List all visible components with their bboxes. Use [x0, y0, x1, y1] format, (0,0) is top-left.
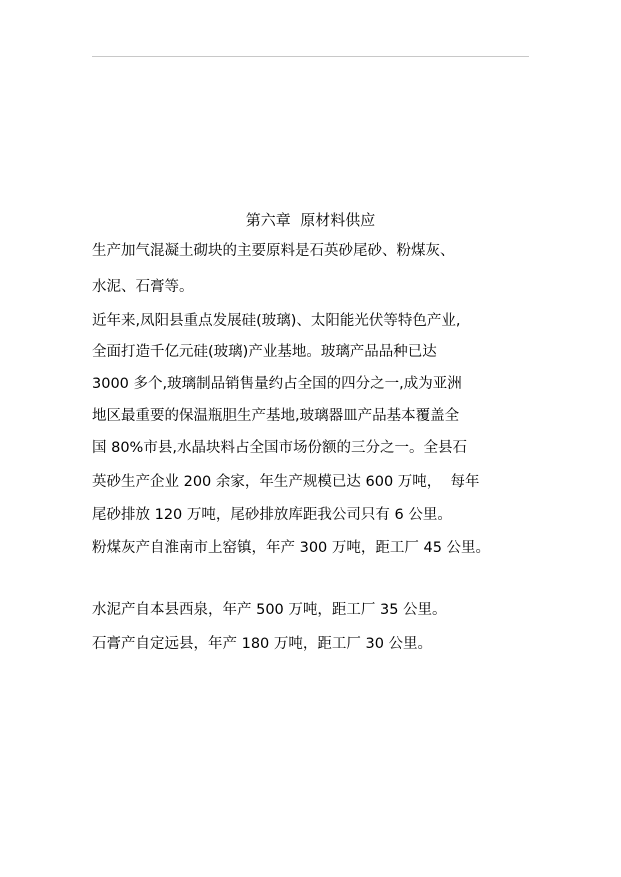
- paragraph-line: 石膏产自定远县，年产 180 万吨，距工厂 30 公里。: [92, 636, 433, 652]
- paragraph-line: 近年来,凤阳县重点发展硅(玻璃)、太阳能光伏等特色产业,: [92, 313, 461, 329]
- paragraph-line: 水泥、石膏等。: [92, 279, 194, 295]
- paragraph-line: 3000 多个,玻璃制品销售量约占全国的四分之一,成为亚洲: [92, 376, 462, 392]
- paragraph-line: 英砂生产企业 200 余家，年生产规模已达 600 万吨， 每年: [92, 474, 480, 490]
- paragraph-line: 全面打造千亿元硅(玻璃)产业基地。玻璃产品品种已达: [92, 344, 437, 360]
- paragraph-line: 尾砂排放 120 万吨，尾砂排放库距我公司只有 6 公里。: [92, 507, 452, 523]
- paragraph-line: 水泥产自本县西泉，年产 500 万吨，距工厂 35 公里。: [92, 602, 447, 618]
- paragraph-line: 生产加气混凝土砌块的主要原料是石英砂尾砂、粉煤灰、: [92, 243, 455, 259]
- paragraph-line: 地区最重要的保温瓶胆生产基地,玻璃器皿产品基本覆盖全: [92, 408, 460, 424]
- chapter-title: 第六章 原材料供应: [245, 211, 376, 229]
- paragraph-line: 粉煤灰产自淮南市上窑镇，年产 300 万吨，距工厂 45 公里。: [92, 540, 491, 556]
- header-rule: [92, 56, 529, 57]
- paragraph-line: 国 80%市县,水晶块料占全国市场份额的三分之一。全县石: [92, 440, 467, 456]
